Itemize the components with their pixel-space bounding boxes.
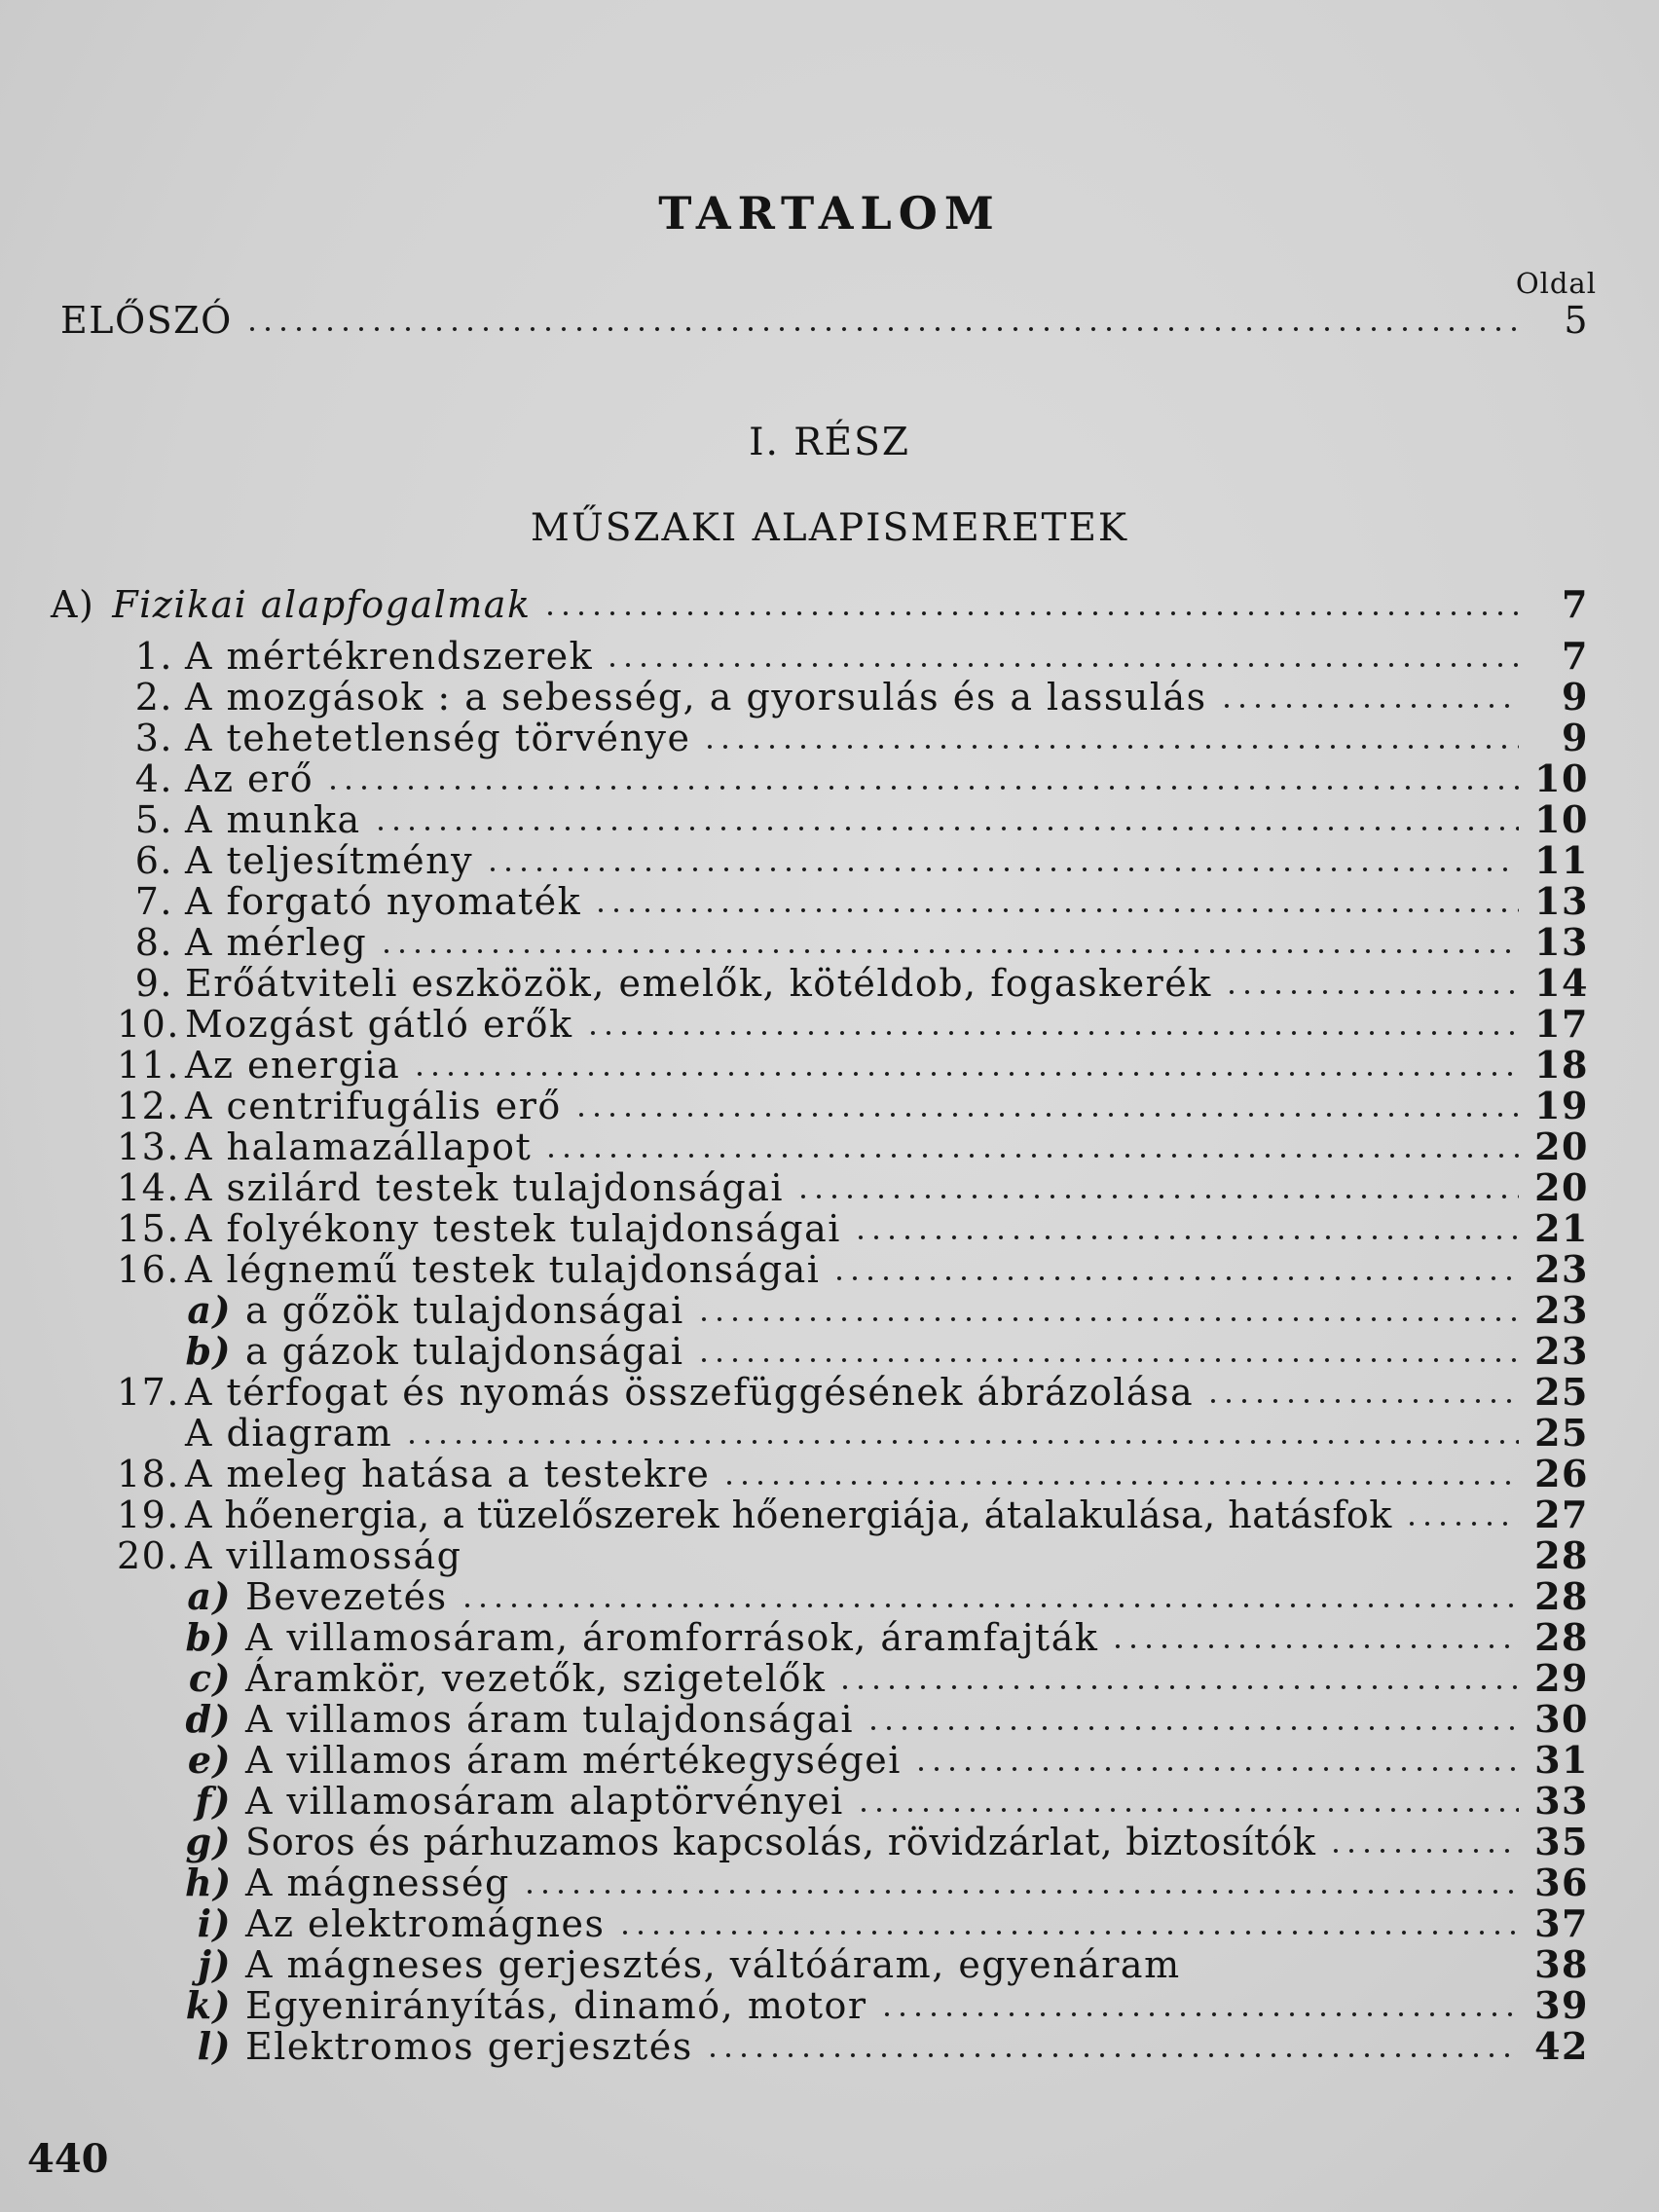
toc-entry-label: A mágnesség (245, 1862, 510, 1904)
toc-entry-label: Mozgást gátló erők (185, 1003, 573, 1046)
toc-entry-page: 9 (1562, 675, 1589, 719)
subentry-letter: k) (185, 1983, 232, 2027)
entry-number: 14. (117, 1166, 180, 1209)
entry-number: 5. (134, 798, 173, 841)
toc-entry-label: Az elektromágnes (245, 1902, 606, 1945)
toc-entry-label: A légnemű testek tulajdonságai (185, 1248, 821, 1291)
dot-leader (879, 2011, 1519, 2017)
subentry-letter: l) (197, 2024, 232, 2068)
subentry-letter: i) (197, 1901, 232, 1945)
dot-leader (542, 610, 1519, 616)
toc-entry-page: 28 (1534, 1615, 1589, 1659)
toc-entry-preface[interactable] (60, 300, 1589, 341)
toc-entry-9[interactable] (117, 963, 1589, 1004)
toc-entry-label: a gázok tulajdonságai (245, 1330, 684, 1373)
toc-entry-label: A halamazállapot (185, 1125, 533, 1168)
toc-entry-15[interactable] (117, 1208, 1589, 1249)
dot-leader (1224, 989, 1519, 995)
toc-subentry-20c[interactable] (185, 1658, 1589, 1699)
entry-number: 10. (117, 1003, 180, 1046)
toc-entry-page: 20 (1534, 1165, 1589, 1209)
dot-leader (856, 1807, 1519, 1813)
toc-entry-page: 28 (1534, 1533, 1589, 1577)
toc-entry-label: A villamosáram, áromforrások, áramfajták (245, 1616, 1099, 1659)
entry-number: 11. (117, 1044, 180, 1087)
dot-leader (617, 1930, 1520, 1936)
toc-entry-20[interactable] (117, 1535, 1589, 1576)
toc-entry-label: A villamosáram alaptörvényei (245, 1780, 844, 1823)
dot-leader (593, 907, 1519, 913)
toc-entry-label: Fizikai alapfogalmak (112, 583, 532, 626)
dot-leader (1404, 1521, 1519, 1527)
entry-number: 16. (117, 1248, 180, 1291)
toc-subentry-20k[interactable] (185, 1985, 1589, 2026)
toc-entry-label: Az erő (185, 757, 314, 800)
entry-number: 7. (134, 880, 173, 923)
entry-number: 3. (134, 717, 173, 759)
toc-entry-label: A mozgások : a sebesség, a gyorsulás és a lassulás (185, 676, 1207, 719)
toc-subentry-20a[interactable] (185, 1576, 1589, 1617)
toc-subentry-16a[interactable] (185, 1290, 1589, 1331)
toc-entry-page: 37 (1534, 1901, 1589, 1945)
toc-entry-page: 10 (1534, 797, 1589, 841)
toc-entry-17[interactable] (117, 1372, 1589, 1413)
toc-entry-label: A térfogat és nyomás összefüggésének ábrázolása (185, 1371, 1195, 1414)
entry-number: 8. (134, 921, 173, 964)
subentry-letter: h) (185, 1861, 233, 1904)
page-title: TARTALOM (658, 187, 1001, 240)
toc-entry-label: A forgató nyomaték (185, 880, 582, 923)
toc-entry-label: Erőátviteli eszközök, emelők, kötéldob, fogaskerék (185, 962, 1212, 1005)
dot-leader (485, 866, 1519, 872)
toc-entry-16[interactable] (117, 1249, 1589, 1290)
toc-entry-13[interactable] (117, 1126, 1589, 1167)
dot-leader (853, 1235, 1519, 1240)
dot-leader (913, 1766, 1519, 1772)
toc-entry-1[interactable] (117, 636, 1589, 677)
toc-entry-page: 14 (1534, 961, 1589, 1005)
dot-leader (404, 1439, 1519, 1445)
toc-entry-page: 25 (1534, 1370, 1589, 1414)
toc-entry-label: A mágneses gerjesztés, váltóáram, egyenáram (245, 1943, 1181, 1986)
toc-subentry-20d[interactable] (185, 1699, 1589, 1740)
toc-entry-label: a gőzök tulajdonságai (245, 1289, 684, 1332)
entry-number: 9. (134, 962, 173, 1005)
entry-number: 2. (134, 676, 173, 719)
toc-entry-4[interactable] (117, 758, 1589, 799)
dot-leader (412, 1071, 1519, 1077)
dot-leader (1328, 1848, 1519, 1854)
toc-entry-14[interactable] (117, 1167, 1589, 1208)
toc-entry-page: 25 (1534, 1411, 1589, 1455)
toc-entry-label: Bevezetés (245, 1575, 448, 1618)
dot-leader (460, 1603, 1519, 1608)
dot-leader (325, 785, 1519, 791)
part-number: I. RÉSZ (749, 421, 910, 464)
part-name: MŰSZAKI ALAPISMERETEK (530, 506, 1129, 550)
toc-entry-page: 7 (1562, 634, 1589, 678)
toc-entry-2[interactable] (117, 677, 1589, 718)
toc-entry-label: A villamos áram tulajdonságai (245, 1698, 854, 1741)
entry-number: 13. (117, 1125, 180, 1168)
toc-subentry-20e[interactable] (185, 1740, 1589, 1781)
dot-leader (721, 1480, 1519, 1486)
toc-subentry-20g[interactable] (185, 1822, 1589, 1862)
toc-entry-19[interactable] (117, 1494, 1589, 1535)
toc-entry-10[interactable] (117, 1004, 1589, 1045)
toc-entry-label: A centrifugális erő (185, 1085, 562, 1127)
toc-entry-label: A mérleg (185, 921, 368, 964)
toc-entry-6[interactable] (117, 840, 1589, 881)
dot-leader (702, 744, 1519, 750)
toc-entry-12[interactable] (117, 1086, 1589, 1126)
toc-entry-page: 20 (1534, 1124, 1589, 1168)
toc-entry-label: A mértékrendszerek (185, 635, 594, 678)
toc-entry-page: 19 (1534, 1084, 1589, 1127)
subentry-letter: c) (188, 1656, 232, 1700)
dot-leader (831, 1275, 1519, 1281)
toc-entry-label: A munka (185, 798, 361, 841)
subentry-letter: a) (187, 1288, 232, 1332)
subentry-letter: b) (185, 1615, 232, 1659)
toc-entry-8[interactable] (117, 922, 1589, 963)
dot-leader (1219, 703, 1519, 709)
toc-entry-page: 10 (1534, 756, 1589, 800)
toc-subentry-20i[interactable] (185, 1903, 1589, 1944)
toc-section-a[interactable] (51, 584, 1589, 625)
toc-subentry-20h[interactable] (185, 1862, 1589, 1903)
toc-entry-7[interactable] (117, 881, 1589, 922)
toc-entry-11[interactable] (117, 1045, 1589, 1086)
toc-entry-page: 23 (1534, 1288, 1589, 1332)
subentry-letter: e) (187, 1738, 232, 1782)
toc-subentry-20b[interactable] (185, 1617, 1589, 1658)
toc-entry-page: 42 (1534, 2024, 1589, 2068)
toc-entry-label: Elektromos gerjesztés (245, 2025, 693, 2068)
toc-subentry-16b[interactable] (185, 1331, 1589, 1372)
dot-leader (1110, 1643, 1519, 1649)
subentry-letter: d) (185, 1697, 232, 1741)
toc-entry-label: A folyékony testek tulajdonságai (185, 1207, 841, 1250)
toc-entry-label: A tehetetlenség törvénye (185, 717, 691, 759)
toc-entry-18[interactable] (117, 1454, 1589, 1494)
dot-leader (244, 326, 1519, 332)
subentry-letter: b) (185, 1329, 232, 1373)
dot-leader (373, 826, 1519, 831)
toc-entry-page: 33 (1534, 1779, 1589, 1823)
dot-leader (866, 1725, 1519, 1731)
dot-leader (522, 1889, 1519, 1895)
toc-entry-page: 13 (1534, 879, 1589, 923)
toc-entry-5[interactable] (117, 799, 1589, 840)
toc-entry-page: 35 (1534, 1820, 1589, 1863)
toc-entry-page: 18 (1534, 1043, 1589, 1087)
entry-number: 17. (117, 1371, 180, 1414)
entry-number: 12. (117, 1085, 180, 1127)
dot-leader (837, 1684, 1519, 1690)
toc-entry-label: A diagram (185, 1412, 393, 1455)
toc-subentry-20l[interactable] (185, 2026, 1589, 2067)
toc-entry-page: 36 (1534, 1861, 1589, 1904)
toc-entry-label: A villamosság (185, 1534, 462, 1577)
toc-entry-label: Áramkör, vezetők, szigetelők (245, 1657, 827, 1700)
dot-leader (795, 1194, 1519, 1199)
toc-entry-page: 11 (1534, 838, 1589, 882)
entry-number: 6. (134, 839, 173, 882)
page-column-header: Oldal (1515, 267, 1597, 300)
entry-number: 15. (117, 1207, 180, 1250)
dot-leader (585, 1030, 1519, 1036)
entry-number: 1. (134, 635, 173, 678)
toc-entry-17-diagram[interactable] (185, 1413, 1589, 1454)
toc-entry-page: 23 (1534, 1329, 1589, 1373)
toc-entry-label: Egyenirányítás, dinamó, motor (245, 1984, 867, 2027)
entry-number: 19. (117, 1493, 180, 1536)
dot-leader (543, 1153, 1519, 1159)
toc-entry-page: 17 (1534, 1002, 1589, 1046)
toc-entry-page: 5 (1564, 299, 1589, 342)
toc-entry-page: 23 (1534, 1247, 1589, 1291)
section-letter: A) (51, 583, 95, 626)
toc-entry-page: 30 (1534, 1697, 1589, 1741)
toc-entry-label: Soros és párhuzamos kapcsolás, rövidzárlat, biztosítók (245, 1821, 1316, 1863)
dot-leader (696, 1316, 1519, 1322)
dot-leader (379, 948, 1519, 954)
dot-leader (705, 2052, 1519, 2058)
dot-leader (1205, 1398, 1519, 1404)
toc-entry-page: 38 (1534, 1942, 1589, 1986)
dot-leader (696, 1357, 1519, 1363)
toc-entry-label: A teljesítmény (185, 839, 474, 882)
toc-entry-label: Az energia (185, 1044, 401, 1087)
toc-entry-page: 28 (1534, 1574, 1589, 1618)
subentry-letter: f) (195, 1779, 232, 1823)
toc-entry-page: 27 (1534, 1493, 1589, 1536)
dot-leader (605, 662, 1519, 668)
entry-number: 20. (117, 1534, 180, 1577)
toc-entry-page: 13 (1534, 920, 1589, 964)
toc-entry-label: A szilárd testek tulajdonságai (185, 1166, 784, 1209)
page-number: 440 (27, 2136, 109, 2182)
subentry-letter: j) (198, 1942, 232, 1986)
toc-entry-page: 39 (1534, 1983, 1589, 2027)
toc-entry-label: A villamos áram mértékegységei (245, 1739, 902, 1782)
toc-entry-page: 31 (1534, 1738, 1589, 1782)
toc-entry-page: 26 (1534, 1452, 1589, 1495)
toc-entry-3[interactable] (117, 718, 1589, 758)
toc-entry-label: A hőenergia, a tüzelőszerek hőenergiája, átalakulása, hatásfok (185, 1493, 1392, 1536)
entry-number: 18. (117, 1453, 180, 1495)
toc-entry-label: A meleg hatása a testekre (185, 1453, 711, 1495)
toc-entry-page: 21 (1534, 1206, 1589, 1250)
entry-number: 4. (134, 757, 173, 800)
toc-entry-page: 7 (1562, 582, 1589, 626)
toc-entry-page: 29 (1534, 1656, 1589, 1700)
dot-leader (573, 1112, 1519, 1118)
toc-entry-label: ELŐSZÓ (60, 299, 233, 342)
toc-subentry-20j[interactable] (185, 1944, 1589, 1985)
toc-subentry-20f[interactable] (185, 1781, 1589, 1822)
subentry-letter: g) (185, 1820, 232, 1863)
subentry-letter: a) (187, 1574, 232, 1618)
toc-entry-page: 9 (1562, 716, 1589, 759)
